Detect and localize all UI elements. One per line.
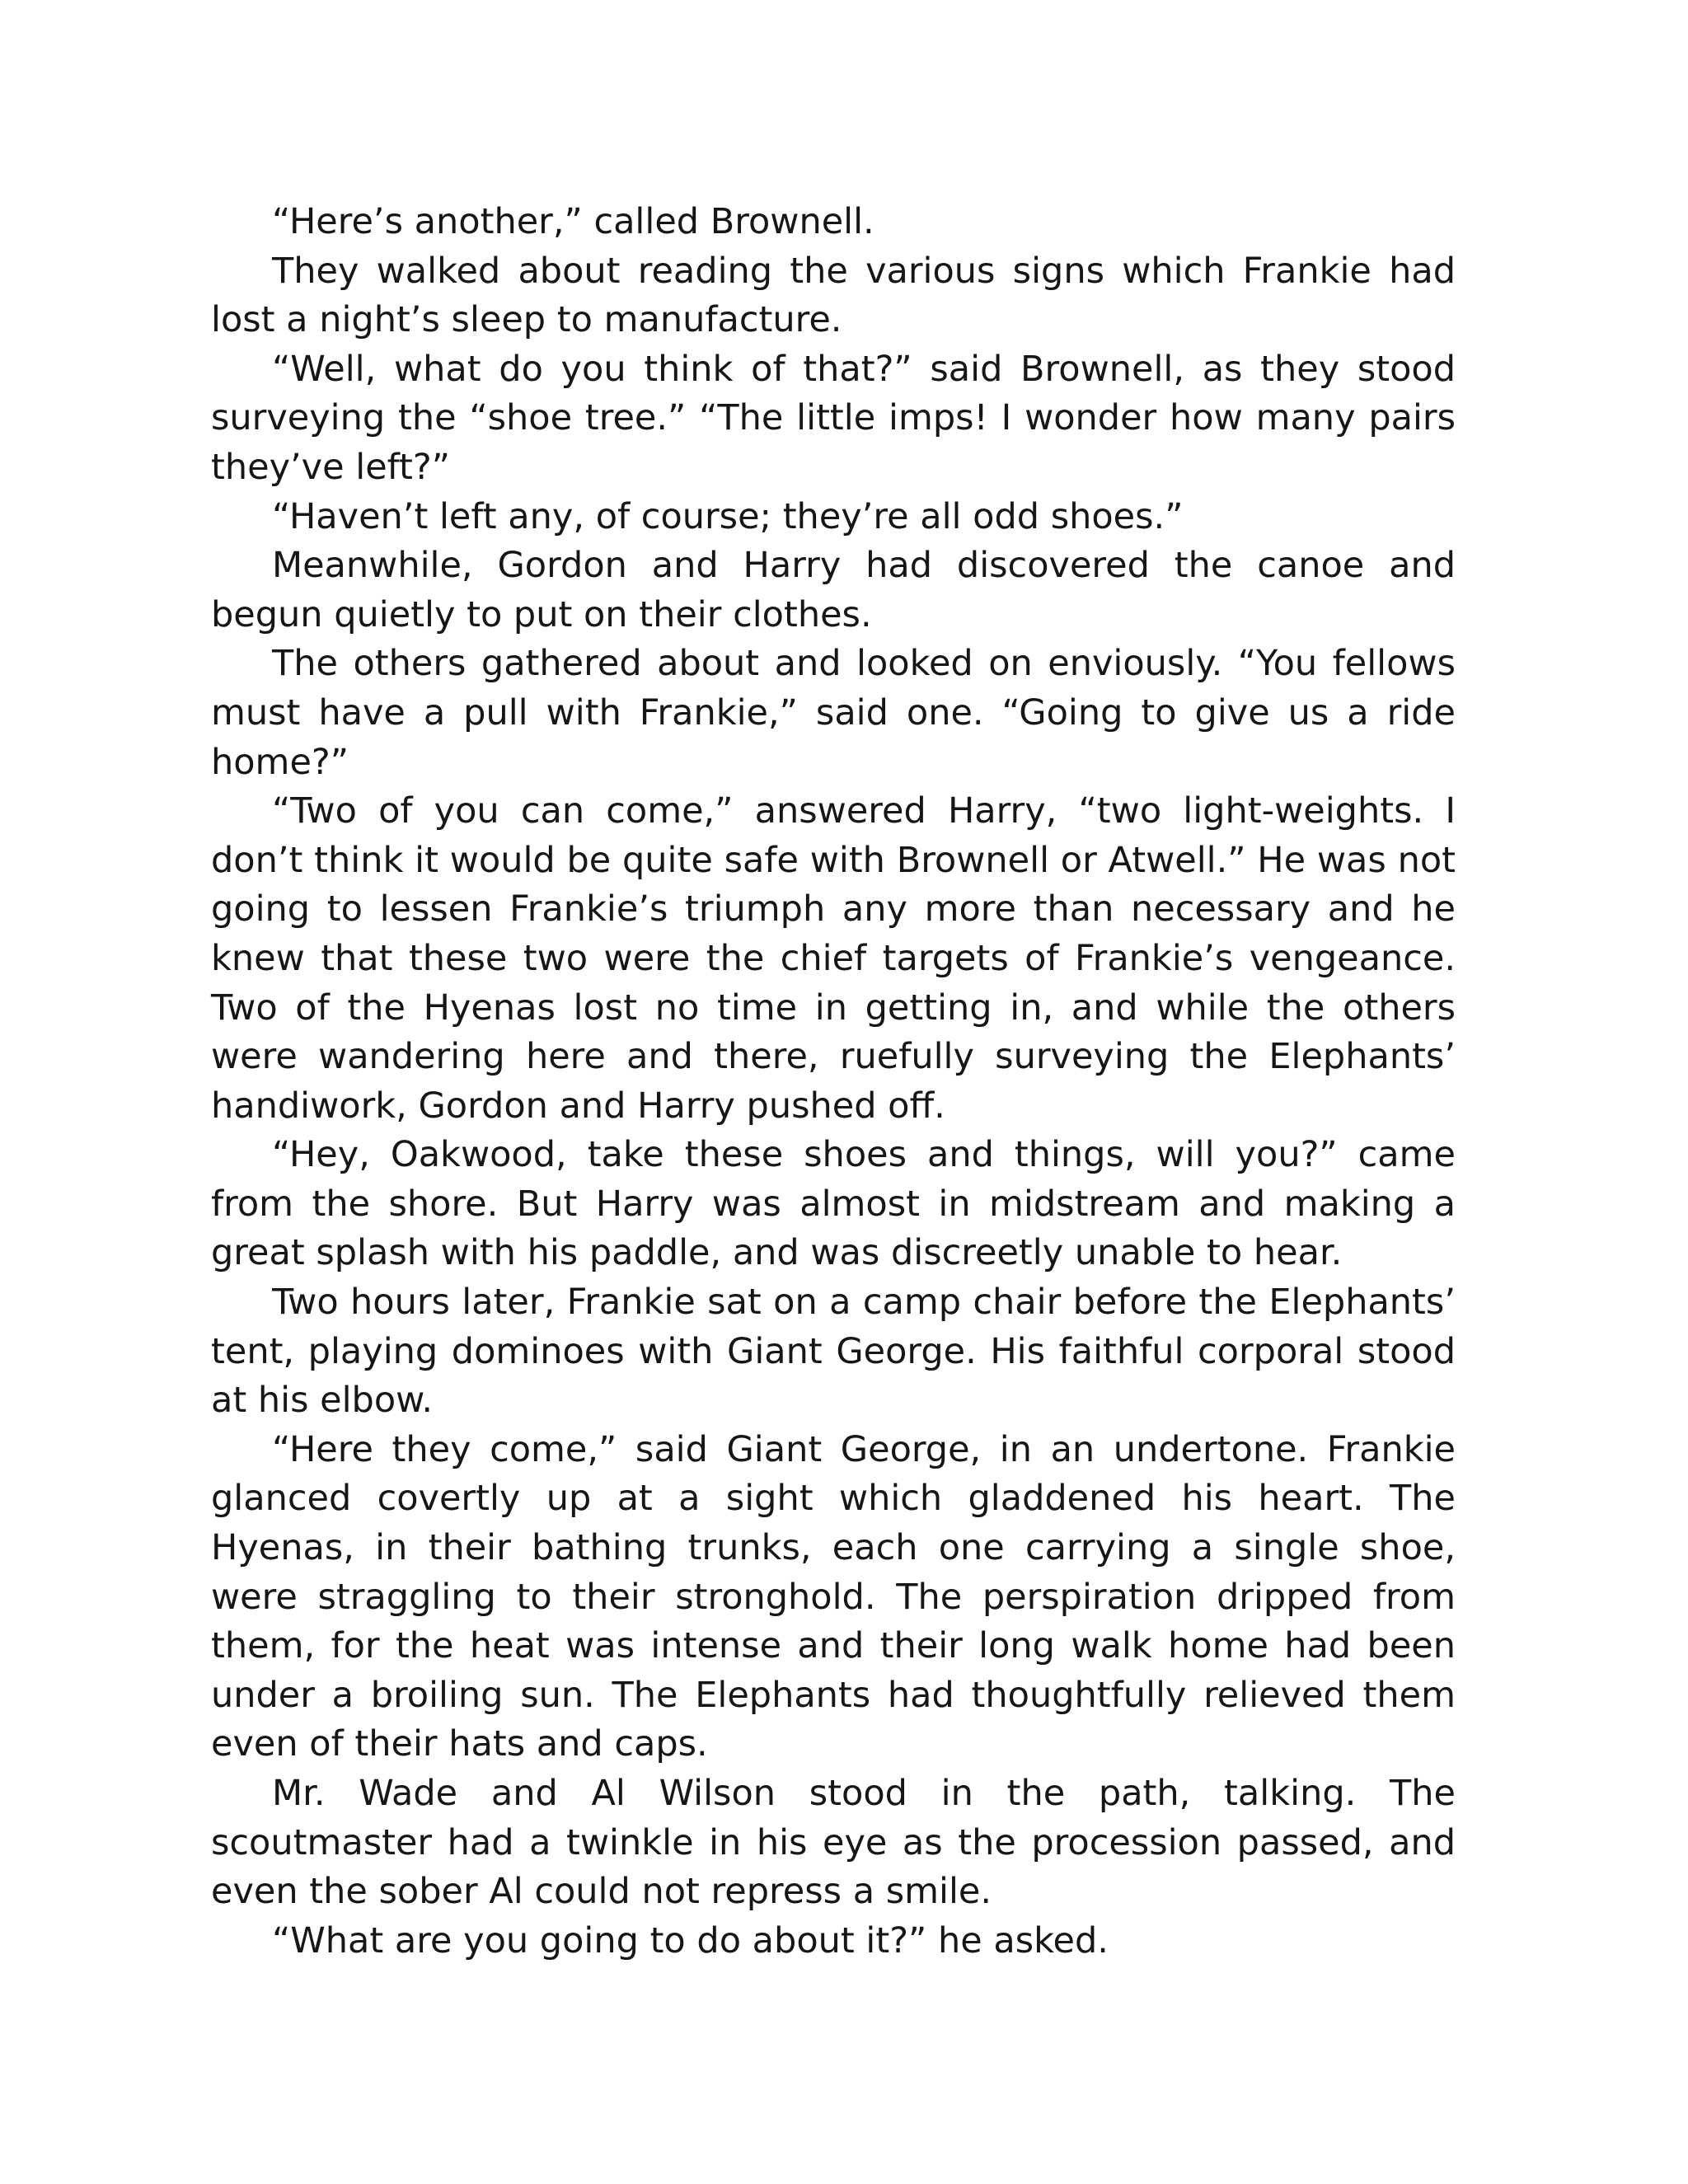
page-body <box>211 198 1456 1966</box>
paragraph: “Two of you can come,” answered Harry, “two light-weights. I don’t think it would be quite safe with Brownell or Atwell.” He was not going to lessen Frankie’s triumph any more than necessary and he knew that these two were the chief targets of Frankie’s vengeance. Two of the Hyenas lost no time in getting in, and while the others were wandering here and there, ruefully surveying the Elephants’ handiwork, Gordon and Harry pushed off. <box>211 790 1456 1127</box>
paragraph: Mr. Wade and Al Wilson stood in the path, talking. The scoutmaster had a twinkle in his eye as the procession passed, and even the sober Al could not repress a smile. <box>211 1773 1456 1913</box>
paragraph: Meanwhile, Gordon and Harry had discovered the canoe and begun quietly to put on their clothes. <box>211 545 1456 635</box>
paragraph: “What are you going to do about it?” he asked. <box>272 1919 1109 1961</box>
paragraph: “Here’s another,” called Brownell. <box>272 201 874 242</box>
paragraph: “Well, what do you think of that?” said Brownell, as they stood surveying the “shoe tree.” “The little imps! I wonder how many pairs they’ve left?” <box>211 348 1456 488</box>
paragraph: “Haven’t left any, of course; they’re all odd shoes.” <box>272 495 1184 537</box>
paragraph: “Here they come,” said Giant George, in an undertone. Frankie glanced covertly up at a sight which gladdened his heart. The Hyenas, in their bathing trunks, each one carrying a single shoe, were straggling to their stronghold. The perspiration dripped from them, for the heat was intense and their long walk home had been under a broiling sun. The Elephants had thoughtfully relieved them even of their hats and caps. <box>211 1428 1456 1765</box>
paragraph: Two hours later, Frankie sat on a camp chair before the Elephants’ tent, playing dominoes with Giant George. His faithful corporal stood at his elbow. <box>211 1282 1456 1422</box>
paragraph: The others gathered about and looked on enviously. “You fellows must have a pull with Frankie,” said one. “Going to give us a ride home?” <box>211 643 1456 783</box>
paragraph: “Hey, Oakwood, take these shoes and things, will you?” came from the shore. But Harry was almost in midstream and making a great splash with his paddle, and was discreetly unable to hear. <box>211 1134 1456 1274</box>
paragraph: They walked about reading the various signs which Frankie had lost a night’s sleep to manufacture. <box>211 250 1456 341</box>
